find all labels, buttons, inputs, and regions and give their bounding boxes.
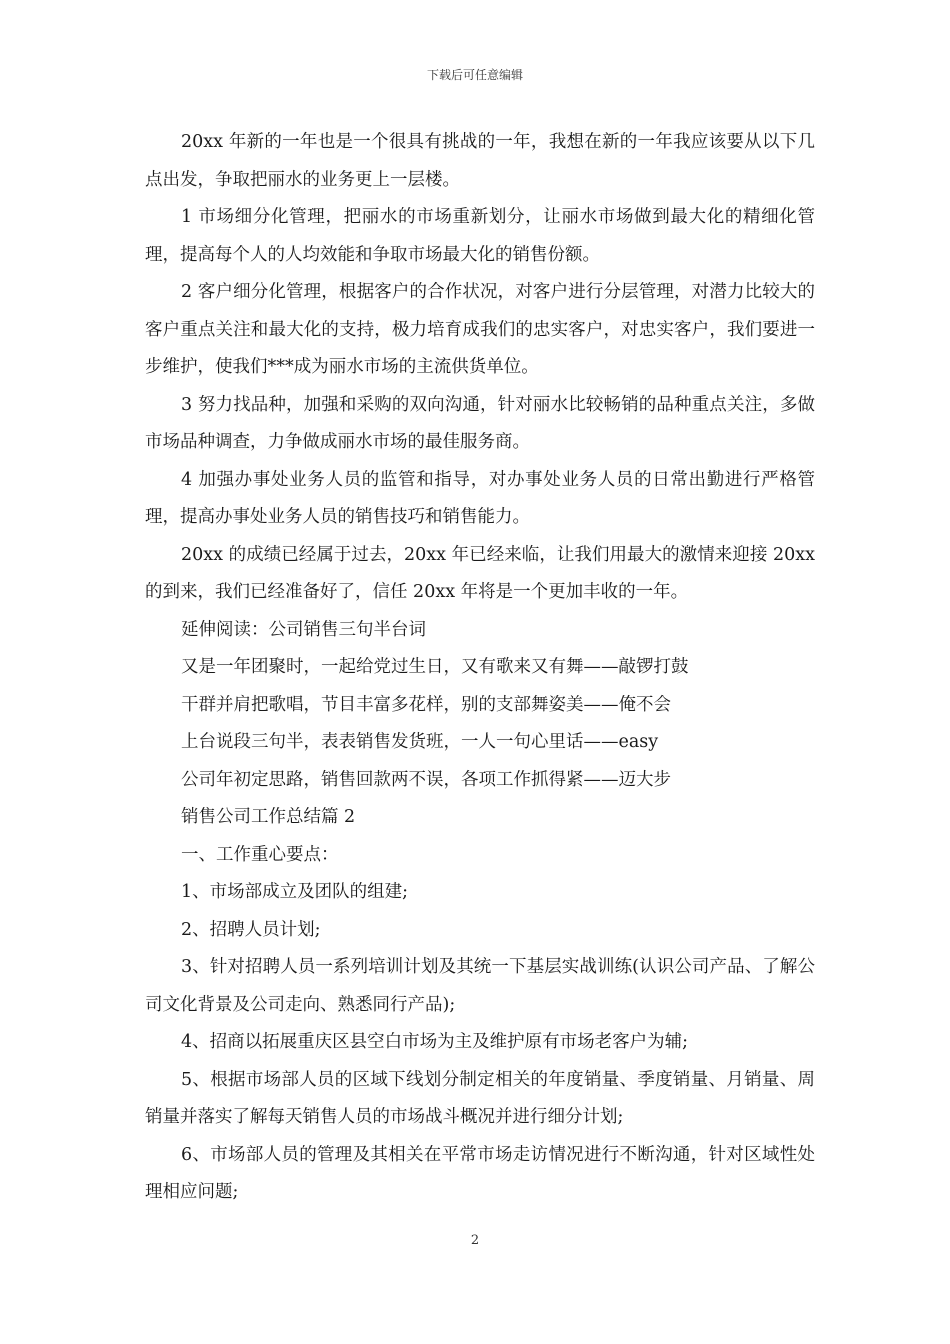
list-item: 3、针对招聘人员一系列培训计划及其统一下基层实战训练(认识公司产品、了解公司文化背景及公司走向、熟悉同行产品); — [145, 957, 815, 1015]
verse-line: 干群并肩把歌唱，节目丰富多花样，别的支部舞姿美——俺不会 — [181, 694, 671, 715]
document-body — [145, 124, 815, 1212]
section-heading: 销售公司工作总结篇 2 — [181, 807, 356, 827]
list-item: 6、市场部人员的管理及其相关在平常市场走访情况进行不断沟通，针对区域性处理相应问题; — [145, 1144, 815, 1202]
page-number: 2 — [470, 1233, 480, 1248]
list-item: 1、市场部成立及团队的组建; — [181, 882, 409, 902]
paragraph: 20xx 的成绩已经属于过去，20xx 年已经来临，让我们用最大的激情来迎接 20xx 的到来，我们已经准备好了，信任 20xx 年将是一个更加丰收的一年。 — [145, 544, 815, 602]
page-header-note: 下载后可任意编辑 — [426, 68, 523, 82]
paragraph: 1 市场细分化管理，把丽水的市场重新划分，让丽水市场做到最大化的精细化管理，提高每个人的人均效能和争取市场最大化的销售份额。 — [145, 207, 815, 265]
section-heading: 延伸阅读：公司销售三句半台词 — [181, 619, 426, 640]
list-item: 2、招聘人员计划; — [181, 919, 321, 940]
list-item: 4、招商以拓展重庆区县空白市场为主及维护原有市场老客户为辅; — [181, 1032, 689, 1052]
paragraph: 3 努力找品种，加强和采购的双向沟通，针对丽水比较畅销的品种重点关注，多做市场品种调查，力争做成丽水市场的最佳服务商。 — [145, 394, 815, 452]
verse-line: 上台说段三句半，表表销售发货班，一人一句心里话——easy — [181, 732, 659, 752]
verse-line: 公司年初定思路，销售回款两不误，各项工作抓得紧——迈大步 — [181, 769, 671, 790]
paragraph: 20xx 年新的一年也是一个很具有挑战的一年，我想在新的一年我应该要从以下几点出发，争取把丽水的业务更上一层楼。 — [145, 132, 815, 190]
paragraph: 4 加强办事处业务人员的监管和指导，对办事处业务人员的日常出勤进行严格管理，提高办事处业务人员的销售技巧和销售能力。 — [145, 469, 815, 527]
section-heading: 一、工作重心要点： — [181, 844, 339, 865]
paragraph: 2 客户细分化管理，根据客户的合作状况，对客户进行分层管理，对潜力比较大的客户重点关注和最大化的支持，极力培育成我们的忠实客户，对忠实客户，我们要进一步维护，使我们***成为丽水市场的主流供货单位。 — [145, 282, 815, 377]
list-item: 5、根据市场部人员的区域下线划分制定相关的年度销量、季度销量、月销量、周销量并落实了解每天销售人员的市场战斗概况并进行细分计划; — [145, 1069, 815, 1127]
verse-line: 又是一年团聚时，一起给党过生日，又有歌来又有舞——敲锣打鼓 — [181, 657, 689, 677]
